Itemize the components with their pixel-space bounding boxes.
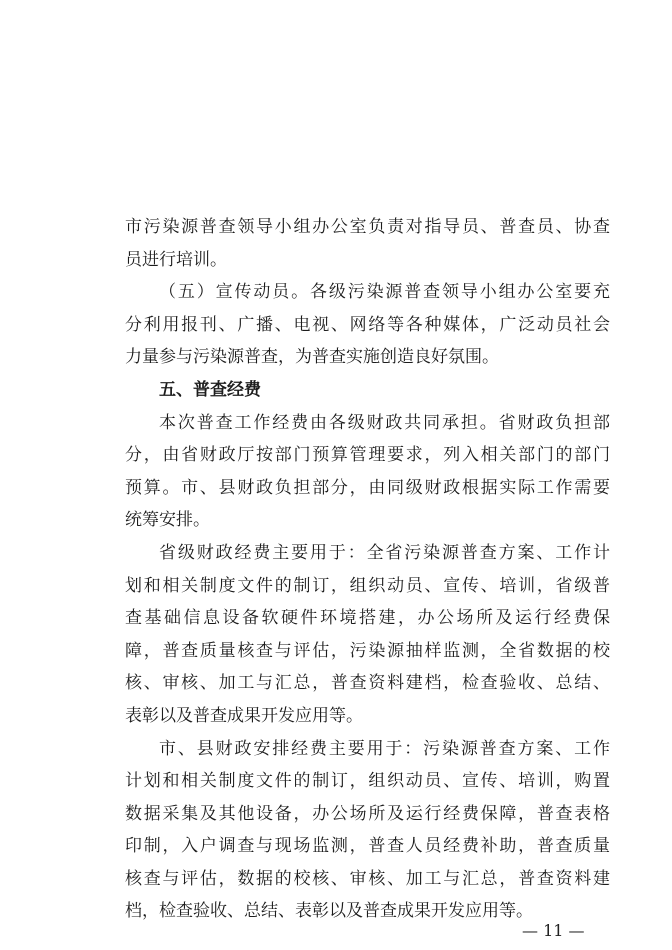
text-line: 市、县财政安排经费主要用于：污染源普查方案、工作 <box>159 738 610 759</box>
text-line: 省级财政经费主要用于：全省污染源普查方案、工作计 <box>159 542 610 563</box>
text-line: 本次普查工作经费由各级财政共同承担。省财政负担部 <box>159 412 610 433</box>
text-line: 档，检查验收、总结、表彰以及普查成果开发应用等。 <box>125 901 533 922</box>
text-line: 划和相关制度文件的制订，组织动员、宣传、培训，省级普 <box>125 575 610 596</box>
section-heading: 五、普查经费 <box>159 379 261 400</box>
text-line: 力量参与污染源普查，为普查实施创造良好氛围。 <box>125 347 499 368</box>
text-line: 核、审核、加工与汇总，普查资料建档，检查验收、总结、 <box>125 673 610 694</box>
text-line: 预算。市、县财政负担部分，由同级财政根据实际工作需要 <box>125 477 610 498</box>
text-line: 印制，入户调查与现场监测，普查人员经费补助，普查质量 <box>125 836 610 857</box>
body-text <box>125 211 610 928</box>
text-line: 员进行培训。 <box>125 249 227 270</box>
text-line: （五）宣传动员。各级污染源普查领导小组办公室要充 <box>159 282 610 303</box>
text-line: 核查与评估，数据的校核、审核、加工与汇总，普查资料建 <box>125 868 610 889</box>
text-line: 分，由省财政厅按部门预算管理要求，列入相关部门的部门 <box>125 445 610 466</box>
text-line: 分利用报刊、广播、电视、网络等各种媒体，广泛动员社会 <box>125 314 610 335</box>
text-line: 查基础信息设备软硬件环境搭建，办公场所及运行经费保 <box>125 608 610 629</box>
text-line: 计划和相关制度文件的制订，组织动员、宣传、培训，购置 <box>125 771 610 792</box>
page-number: — 11 — <box>522 921 585 940</box>
text-line: 数据采集及其他设备，办公场所及运行经费保障，普查表格 <box>125 803 610 824</box>
text-line: 表彰以及普查成果开发应用等。 <box>125 705 363 726</box>
text-line: 统筹安排。 <box>125 510 210 531</box>
text-line: 障，普查质量核查与评估，污染源抽样监测，全省数据的校 <box>125 640 610 661</box>
text-line: 市污染源普查领导小组办公室负责对指导员、普查员、协查 <box>125 217 610 237</box>
